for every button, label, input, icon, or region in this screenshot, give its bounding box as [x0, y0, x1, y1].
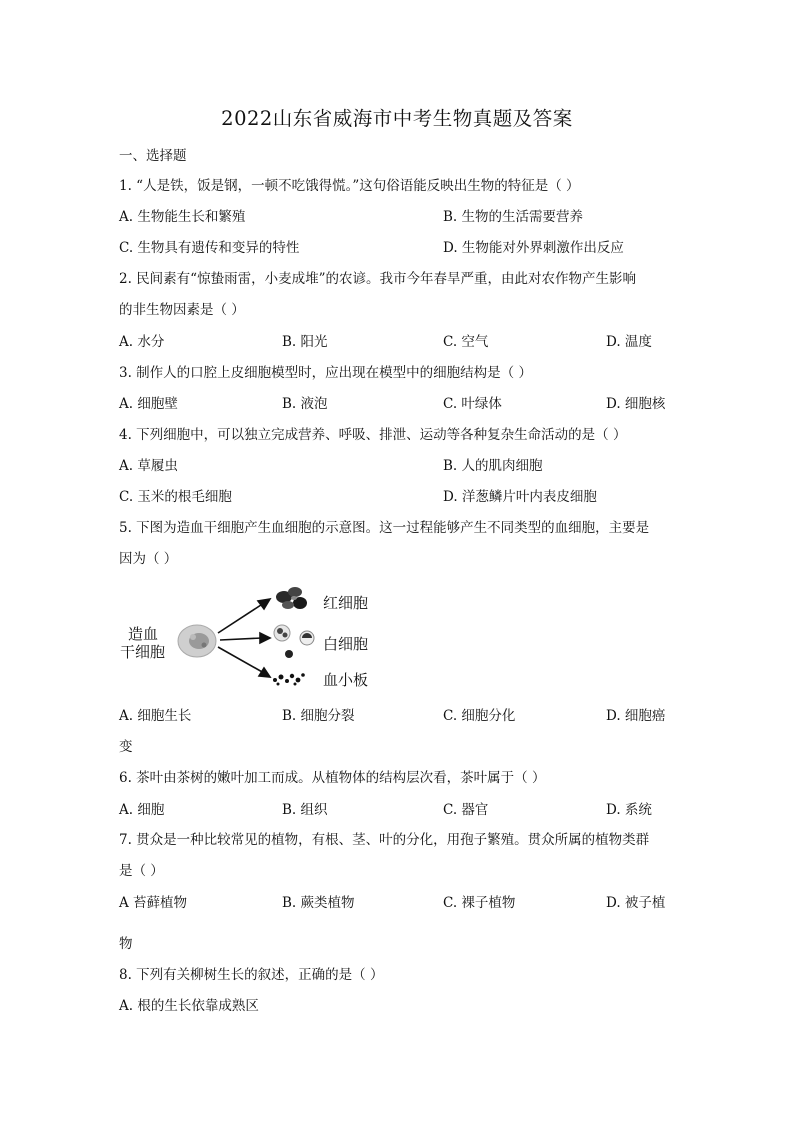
diagram-label-red-cell: 红细胞: [323, 594, 369, 612]
question-5-stem-line2: 因为（ ）: [119, 551, 178, 567]
question-6-option-c: C. 器官: [443, 802, 489, 818]
question-3-option-a: A. 细胞壁: [119, 396, 178, 412]
question-8-option-a: A. 根的生长依靠成熟区: [119, 998, 259, 1014]
diagram-label-platelet: 血小板: [323, 671, 369, 689]
question-2-stem-line1: 2. 民间素有“惊蛰雨雷，小麦成堆”的农谚。我市今年春旱严重，由此对农作物产生影响: [119, 271, 636, 287]
question-1-option-b: B. 生物的生活需要营养: [443, 209, 584, 225]
question-6-option-a: A. 细胞: [119, 802, 165, 818]
page-title: 2022山东省威海市中考生物真题及答案: [221, 107, 573, 130]
question-4-stem: 4. 下列细胞中，可以独立完成营养、呼吸、排泄、运动等各种复杂生命活动的是（ ）: [119, 427, 627, 443]
question-5-option-d: D. 细胞癌: [606, 708, 666, 724]
question-5-option-c: C. 细胞分化: [443, 708, 516, 724]
red-blood-cell-icon: [276, 587, 307, 609]
diagram-label-white-cell: 白细胞: [323, 635, 369, 653]
question-1-option-d: D. 生物能对外界刺激作出反应: [443, 240, 624, 256]
question-7-option-d: D. 被子植: [606, 895, 666, 911]
question-3-stem: 3. 制作人的口腔上皮细胞模型时，应出现在模型中的细胞结构是（ ）: [119, 365, 532, 381]
question-3-option-b: B. 液泡: [282, 396, 328, 412]
question-4-option-d: D. 洋葱鳞片叶内表皮细胞: [443, 489, 597, 505]
question-6-option-d: D. 系统: [606, 802, 652, 818]
question-2-option-b: B. 阳光: [282, 334, 328, 350]
question-6-option-b: B. 组织: [282, 802, 328, 818]
question-4-option-c: C. 玉米的根毛细胞: [119, 489, 232, 505]
question-5-option-a: A. 细胞生长: [119, 708, 192, 724]
question-2-stem-line2: 的非生物因素是（ ）: [119, 302, 245, 318]
platelet-icon: [273, 673, 305, 685]
question-8-stem: 8. 下列有关柳树生长的叙述，正确的是（ ）: [119, 967, 384, 983]
blood-cell-diagram: [118, 583, 398, 695]
question-5-option-d-continued: 变: [119, 739, 133, 755]
white-blood-cell-icon: [274, 625, 314, 658]
question-6-stem: 6. 茶叶由茶树的嫩叶加工而成。从植物体的结构层次看，茶叶属于（ ）: [119, 770, 546, 786]
question-1-stem: 1. “人是铁，饭是钢，一顿不吃饿得慌。”这句俗语能反映出生物的特征是（ ）: [119, 178, 580, 194]
question-7-stem-line2: 是（ ）: [119, 863, 164, 879]
question-5-stem-line1: 5. 下图为造血干细胞产生血细胞的示意图。这一过程能够产生不同类型的血细胞，主要是: [119, 520, 650, 536]
question-1-option-a: A. 生物能生长和繁殖: [119, 209, 246, 225]
section-heading: 一、选择题: [119, 148, 187, 164]
diagram-source-label-line1: 造血: [128, 625, 159, 643]
question-7-option-a: A 苔藓植物: [119, 895, 188, 911]
question-2-option-a: A. 水分: [119, 334, 165, 350]
question-2-option-c: C. 空气: [443, 334, 489, 350]
question-7-option-c: C. 裸子植物: [443, 895, 516, 911]
question-3-option-c: C. 叶绿体: [443, 396, 502, 412]
question-7-option-d-continued: 物: [119, 936, 133, 952]
question-1-option-c: C. 生物具有遗传和变异的特性: [119, 240, 300, 256]
stem-cell-icon: [178, 625, 216, 657]
question-7-option-b: B. 蕨类植物: [282, 895, 355, 911]
diagram-source-label-line2: 干细胞: [120, 643, 166, 661]
diagram-arrows: [218, 599, 270, 677]
question-5-option-b: B. 细胞分裂: [282, 708, 355, 724]
question-4-option-a: A. 草履虫: [119, 458, 178, 474]
question-3-option-d: D. 细胞核: [606, 396, 666, 412]
question-7-stem-line1: 7. 贯众是一种比较常见的植物，有根、茎、叶的分化，用孢子繁殖。贯众所属的植物类群: [119, 832, 650, 848]
question-4-option-b: B. 人的肌肉细胞: [443, 458, 543, 474]
question-2-option-d: D. 温度: [606, 334, 652, 350]
